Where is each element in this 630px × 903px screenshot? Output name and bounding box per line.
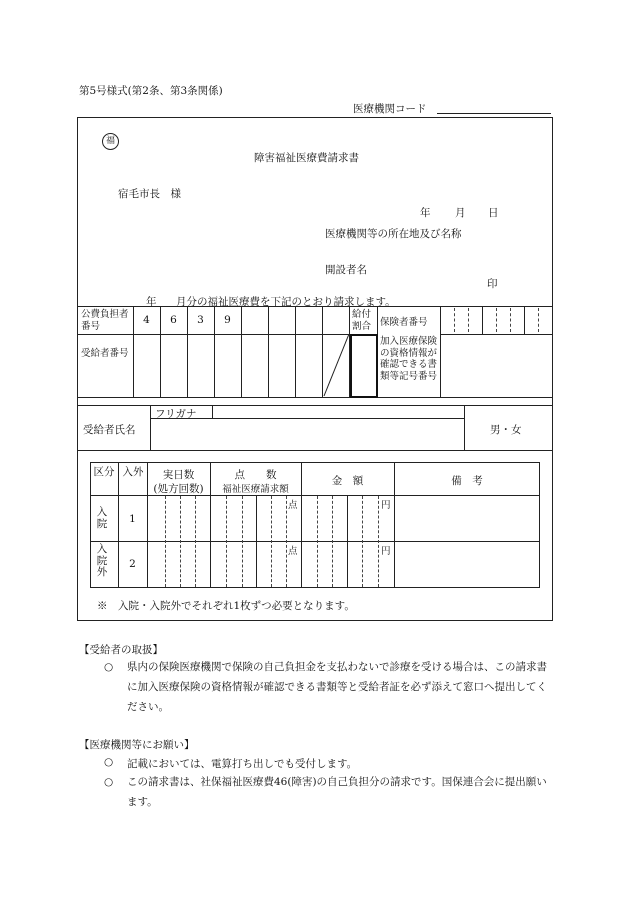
addressee: 宿毛市長 様: [118, 188, 181, 200]
divider: [150, 405, 151, 450]
row-kubun: 入院: [96, 506, 108, 530]
row-kubun: 入院外: [96, 543, 108, 578]
institution-code-label: 医療機関コード: [353, 103, 427, 115]
insurance-info-label: 加入医療保険の資格情報が確認できる書類等記号番号: [380, 336, 438, 382]
bullet: ○: [104, 756, 114, 768]
divider: [332, 496, 333, 587]
payer-digit[interactable]: 9: [224, 314, 231, 326]
divider: [295, 306, 296, 397]
statement-text: 月分の福祉医療費を下記のとおり請求します。: [176, 296, 396, 308]
col-days: 実日数: [162, 469, 195, 481]
divider: [77, 405, 553, 406]
institution-heading: 【医療機関等にお願い】: [79, 739, 195, 751]
institution-code-field[interactable]: [437, 113, 551, 114]
statement-year: 年: [146, 296, 157, 308]
form-title: 障害福祉医療費請求書: [254, 152, 359, 164]
payer-digit[interactable]: 3: [197, 314, 204, 326]
benefit-ratio-label: 給付割合: [352, 309, 372, 332]
institution-note: この請求書は、社保福祉医療費46(障害)の自己負担分の請求です。国保連合会に提出願います。: [127, 776, 547, 808]
row-code: 2: [129, 558, 136, 570]
benefit-ratio-field[interactable]: [350, 334, 378, 398]
payer-digit[interactable]: 4: [143, 314, 150, 326]
yen-unit: 円: [381, 500, 391, 511]
divider: [482, 306, 483, 334]
divider: [440, 334, 553, 335]
divider: [77, 450, 553, 451]
date-month-label: 月: [455, 207, 466, 219]
col-remarks: 備 考: [451, 475, 483, 487]
col-nyugai: 入外: [122, 466, 144, 478]
divider: [271, 496, 272, 587]
divider: [165, 496, 166, 587]
footnote: ※ 入院・入院外でそれぞれ1枚ずつ必要となります。: [97, 600, 355, 612]
divider: [150, 418, 464, 419]
divider: [510, 308, 511, 332]
bullet: ○: [104, 776, 114, 788]
col-points: 点 数: [234, 469, 277, 481]
point-unit: 点: [288, 500, 298, 511]
divider: [496, 308, 497, 332]
col-kubun: 区分: [93, 466, 115, 478]
divider: [464, 405, 465, 450]
diagonal-slash: [322, 334, 350, 397]
divider: [440, 306, 441, 397]
recipient-number-label: 受給者番号: [81, 348, 129, 359]
payer-digit[interactable]: 6: [170, 314, 177, 326]
col-points-sub: 福祉医療請求額: [222, 484, 289, 495]
col-days-sub: (処方回数): [153, 483, 204, 495]
divider: [286, 496, 287, 587]
divider: [256, 496, 257, 587]
divider: [468, 308, 469, 332]
divider: [77, 397, 553, 398]
furigana-label: フリガナ: [155, 408, 197, 420]
recipient-note: 県内の保険医療機関で保険の自己負担金を支払わないで診療を受ける場合は、この請求書に加入医療保険の資格情報が確認できる書類等と受給者証を必ず添えて窓口へ提出してください。: [127, 661, 547, 713]
divider: [90, 541, 540, 542]
bullet: ○: [104, 661, 114, 673]
divider: [212, 405, 213, 418]
divider: [226, 496, 227, 587]
divider: [347, 496, 348, 587]
divider: [454, 308, 455, 332]
divider: [195, 496, 196, 587]
divider: [362, 496, 363, 587]
founder-label: 開設者名: [325, 264, 367, 276]
gender-option[interactable]: 男・女: [490, 424, 522, 436]
divider: [317, 496, 318, 587]
stamp-mark: 印: [487, 278, 498, 290]
insurer-number-label: 保険者番号: [380, 317, 428, 328]
date-year-label: 年: [420, 207, 431, 219]
divider: [378, 496, 379, 587]
form-number: 第5号様式(第2条、第3条関係): [79, 85, 223, 97]
col-amount: 金 額: [331, 475, 364, 487]
recipient-name-label: 受給者氏名: [83, 424, 136, 436]
payer-number-label: 公費負担者番号: [81, 309, 129, 332]
point-unit: 点: [288, 546, 298, 557]
divider: [180, 496, 181, 587]
institution-note: 記載においては、電算打ち出しでも受付します。: [127, 758, 358, 770]
divider: [242, 496, 243, 587]
date-day-label: 日: [488, 207, 499, 219]
row-code: 1: [129, 513, 136, 525]
divider: [524, 306, 525, 334]
recipient-heading: 【受給者の取扱】: [79, 644, 163, 656]
divider: [241, 306, 242, 397]
address-label: 医療機関等の所在地及び名称: [325, 228, 462, 240]
yen-unit: 円: [381, 546, 391, 557]
welfare-seal-icon: 福: [102, 133, 119, 150]
divider: [268, 306, 269, 397]
divider: [538, 308, 539, 332]
